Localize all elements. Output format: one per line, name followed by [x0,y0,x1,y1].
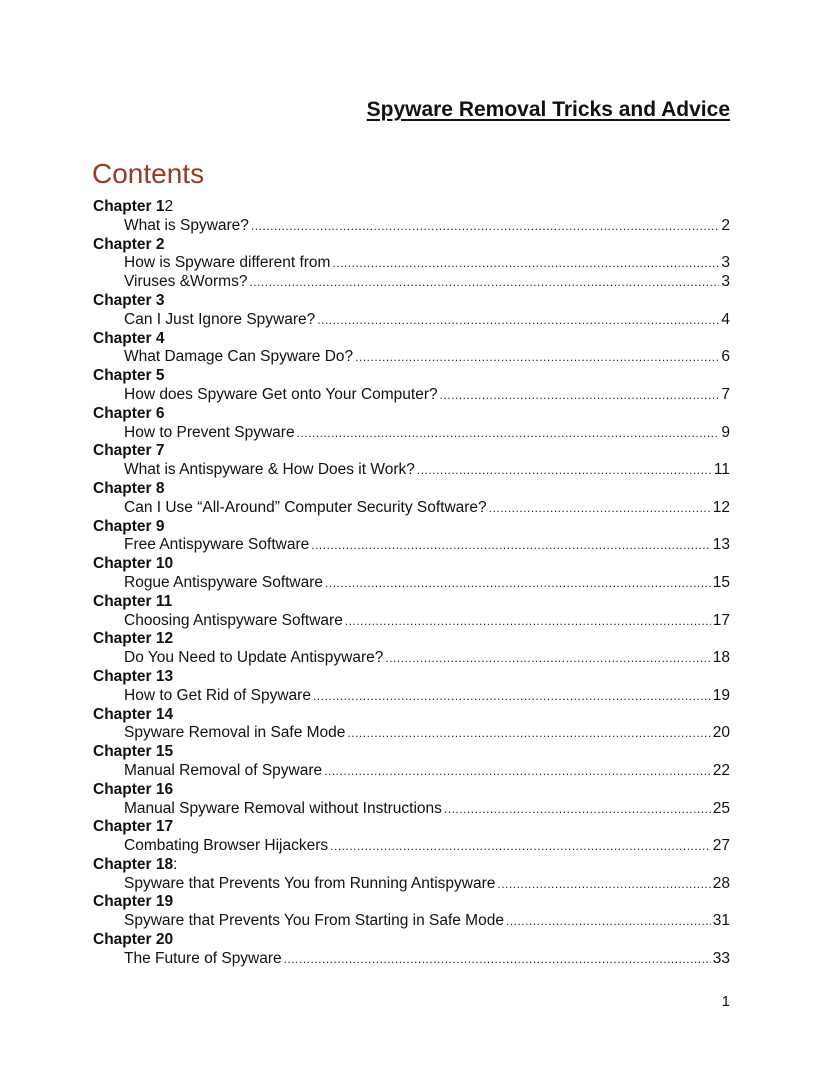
toc-entry-title: Manual Removal of Spyware [124,761,323,779]
toc-entry[interactable] [93,800,730,819]
chapter-suffix: 2 [164,198,174,215]
toc-entry-page: 12 [712,498,730,516]
dot-leader [506,912,711,931]
dot-leader [345,612,711,631]
chapter-heading [93,405,730,424]
toc-entry-title: Rogue Antispyware Software [124,573,324,591]
chapter-label: Chapter 19 [93,893,174,911]
chapter-label: Chapter 2 [93,235,165,253]
toc-entry[interactable] [93,424,730,443]
chapter-label: Chapter 6 [93,404,165,422]
chapter-label: Chapter 11 [93,592,173,610]
toc-entry-page: 20 [712,724,730,742]
dot-leader [489,499,711,518]
toc-entry-title: The Future of Spyware [124,949,282,967]
chapter-label: Chapter 14 [93,705,174,723]
dot-leader [440,386,720,405]
toc-entry-title: Can I Use “All-Around” Computer Security Software? [124,498,487,516]
chapter-label: Chapter 4 [93,329,165,347]
toc-entry[interactable] [93,649,730,668]
chapter-label: Chapter 18 [93,855,174,873]
chapter-label: Chapter 1 [93,198,165,215]
toc-entry[interactable] [93,950,730,969]
toc-entry[interactable] [93,461,730,480]
toc-entry-page: 2 [721,216,730,234]
dot-leader [324,762,711,781]
toc-entry-page: 22 [712,761,730,779]
toc-entry-page: 3 [721,273,730,291]
chapter-label: Chapter 17 [93,818,174,836]
chapter-heading [93,630,730,649]
toc-entry-title: What is Spyware? [124,216,249,234]
chapter-heading [93,367,730,386]
toc-entry-page: 15 [712,573,730,591]
toc-entry-title: How to Prevent Spyware [124,423,295,441]
dot-leader [332,254,719,273]
dot-leader [317,311,719,330]
toc-entry-title: Free Antispyware Software [124,536,310,554]
dot-leader [311,536,711,555]
dot-leader [385,649,710,668]
chapter-heading [93,856,730,875]
chapter-heading [93,198,730,217]
toc-entry[interactable] [93,762,730,781]
toc-entry-title: How is Spyware different from [124,254,331,272]
chapter-suffix: : [173,855,178,873]
table-of-contents [93,198,730,969]
dot-leader [417,461,712,480]
toc-entry-title: Do You Need to Update Antispyware? [124,649,384,667]
toc-entry-title: Combating Browser Hijackers [124,837,329,855]
toc-entry-page: 13 [712,536,730,554]
chapter-heading [93,893,730,912]
toc-entry-title: Can I Just Ignore Spyware? [124,310,316,328]
dot-leader [497,875,710,894]
toc-entry[interactable] [93,536,730,555]
chapter-label: Chapter 16 [93,780,174,798]
chapter-label: Chapter 15 [93,743,174,761]
toc-entry-title: Spyware that Prevents You from Running Antispyware [124,874,496,892]
dot-leader [347,724,710,743]
toc-entry-page: 7 [721,385,730,403]
chapter-label: Chapter 12 [93,630,174,648]
chapter-label: Chapter 20 [93,931,174,949]
toc-entry[interactable] [93,273,730,292]
toc-entry-page: 6 [721,348,730,366]
toc-entry-title: Choosing Antispyware Software [124,611,343,629]
dot-leader [284,950,711,969]
dot-leader [444,800,711,819]
dot-leader [325,574,711,593]
toc-entry-title: How to Get Rid of Spyware [124,686,311,704]
toc-entry-page: 33 [712,949,730,967]
chapter-heading [93,818,730,837]
chapter-heading [93,593,730,612]
toc-entry-page: 18 [712,649,730,667]
toc-entry[interactable] [93,386,730,405]
dot-leader [313,687,711,706]
toc-entry[interactable] [93,574,730,593]
chapter-heading [93,442,730,461]
toc-entry-page: 31 [712,912,730,930]
chapter-label: Chapter 13 [93,667,174,685]
dot-leader [355,348,719,367]
toc-entry-page: 25 [712,799,730,817]
toc-entry[interactable] [93,724,730,743]
toc-entry-title: Viruses &Worms? [124,273,248,291]
toc-entry-page: 3 [721,254,730,272]
chapter-heading [93,480,730,499]
dot-leader [330,837,711,856]
toc-entry[interactable] [93,499,730,518]
chapter-label: Chapter 5 [93,367,165,385]
toc-entry-page: 17 [712,611,730,629]
chapter-label: Chapter 10 [93,555,174,573]
chapter-heading [93,781,730,800]
contents-heading: Contents [92,158,205,189]
document-title: Spyware Removal Tricks and Advice [366,98,730,121]
chapter-heading [93,555,730,574]
toc-entry-title: What Damage Can Spyware Do? [124,348,354,366]
toc-entry-page: 11 [713,461,730,479]
page-number: 1 [721,993,730,1010]
toc-entry-page: 19 [712,686,730,704]
toc-entry[interactable] [93,311,730,330]
toc-entry[interactable] [93,612,730,631]
toc-entry-title: What is Antispyware & How Does it Work? [124,461,415,479]
toc-entry[interactable] [93,348,730,367]
chapter-heading [93,292,730,311]
chapter-label: Chapter 8 [93,479,165,497]
chapter-label: Chapter 7 [93,442,165,460]
chapter-label: Chapter 9 [93,517,165,535]
chapter-label: Chapter 3 [93,291,165,309]
dot-leader [297,424,720,443]
toc-entry[interactable] [93,254,730,273]
toc-entry-page: 27 [712,837,730,855]
chapter-heading [93,330,730,349]
toc-entry-title: Manual Spyware Removal without Instructions [124,799,442,817]
toc-entry-page: 28 [712,874,730,892]
toc-entry-title: How does Spyware Get onto Your Computer? [124,385,438,403]
toc-entry-page: 4 [721,310,730,328]
toc-entry[interactable] [93,217,730,236]
dot-leader [249,273,719,292]
toc-entry-page: 9 [721,423,730,441]
toc-entry[interactable] [93,837,730,856]
toc-entry[interactable] [93,875,730,894]
toc-entry-title: Spyware Removal in Safe Mode [124,724,346,742]
chapter-heading [93,518,730,537]
chapter-heading [93,668,730,687]
toc-entry-title: Spyware that Prevents You From Starting in Safe Mode [124,912,504,930]
dot-leader [251,217,719,236]
chapter-heading [93,743,730,762]
chapter-heading [93,706,730,725]
toc-entry[interactable] [93,912,730,931]
chapter-heading [93,931,730,950]
toc-entry[interactable] [93,687,730,706]
chapter-heading [93,236,730,255]
